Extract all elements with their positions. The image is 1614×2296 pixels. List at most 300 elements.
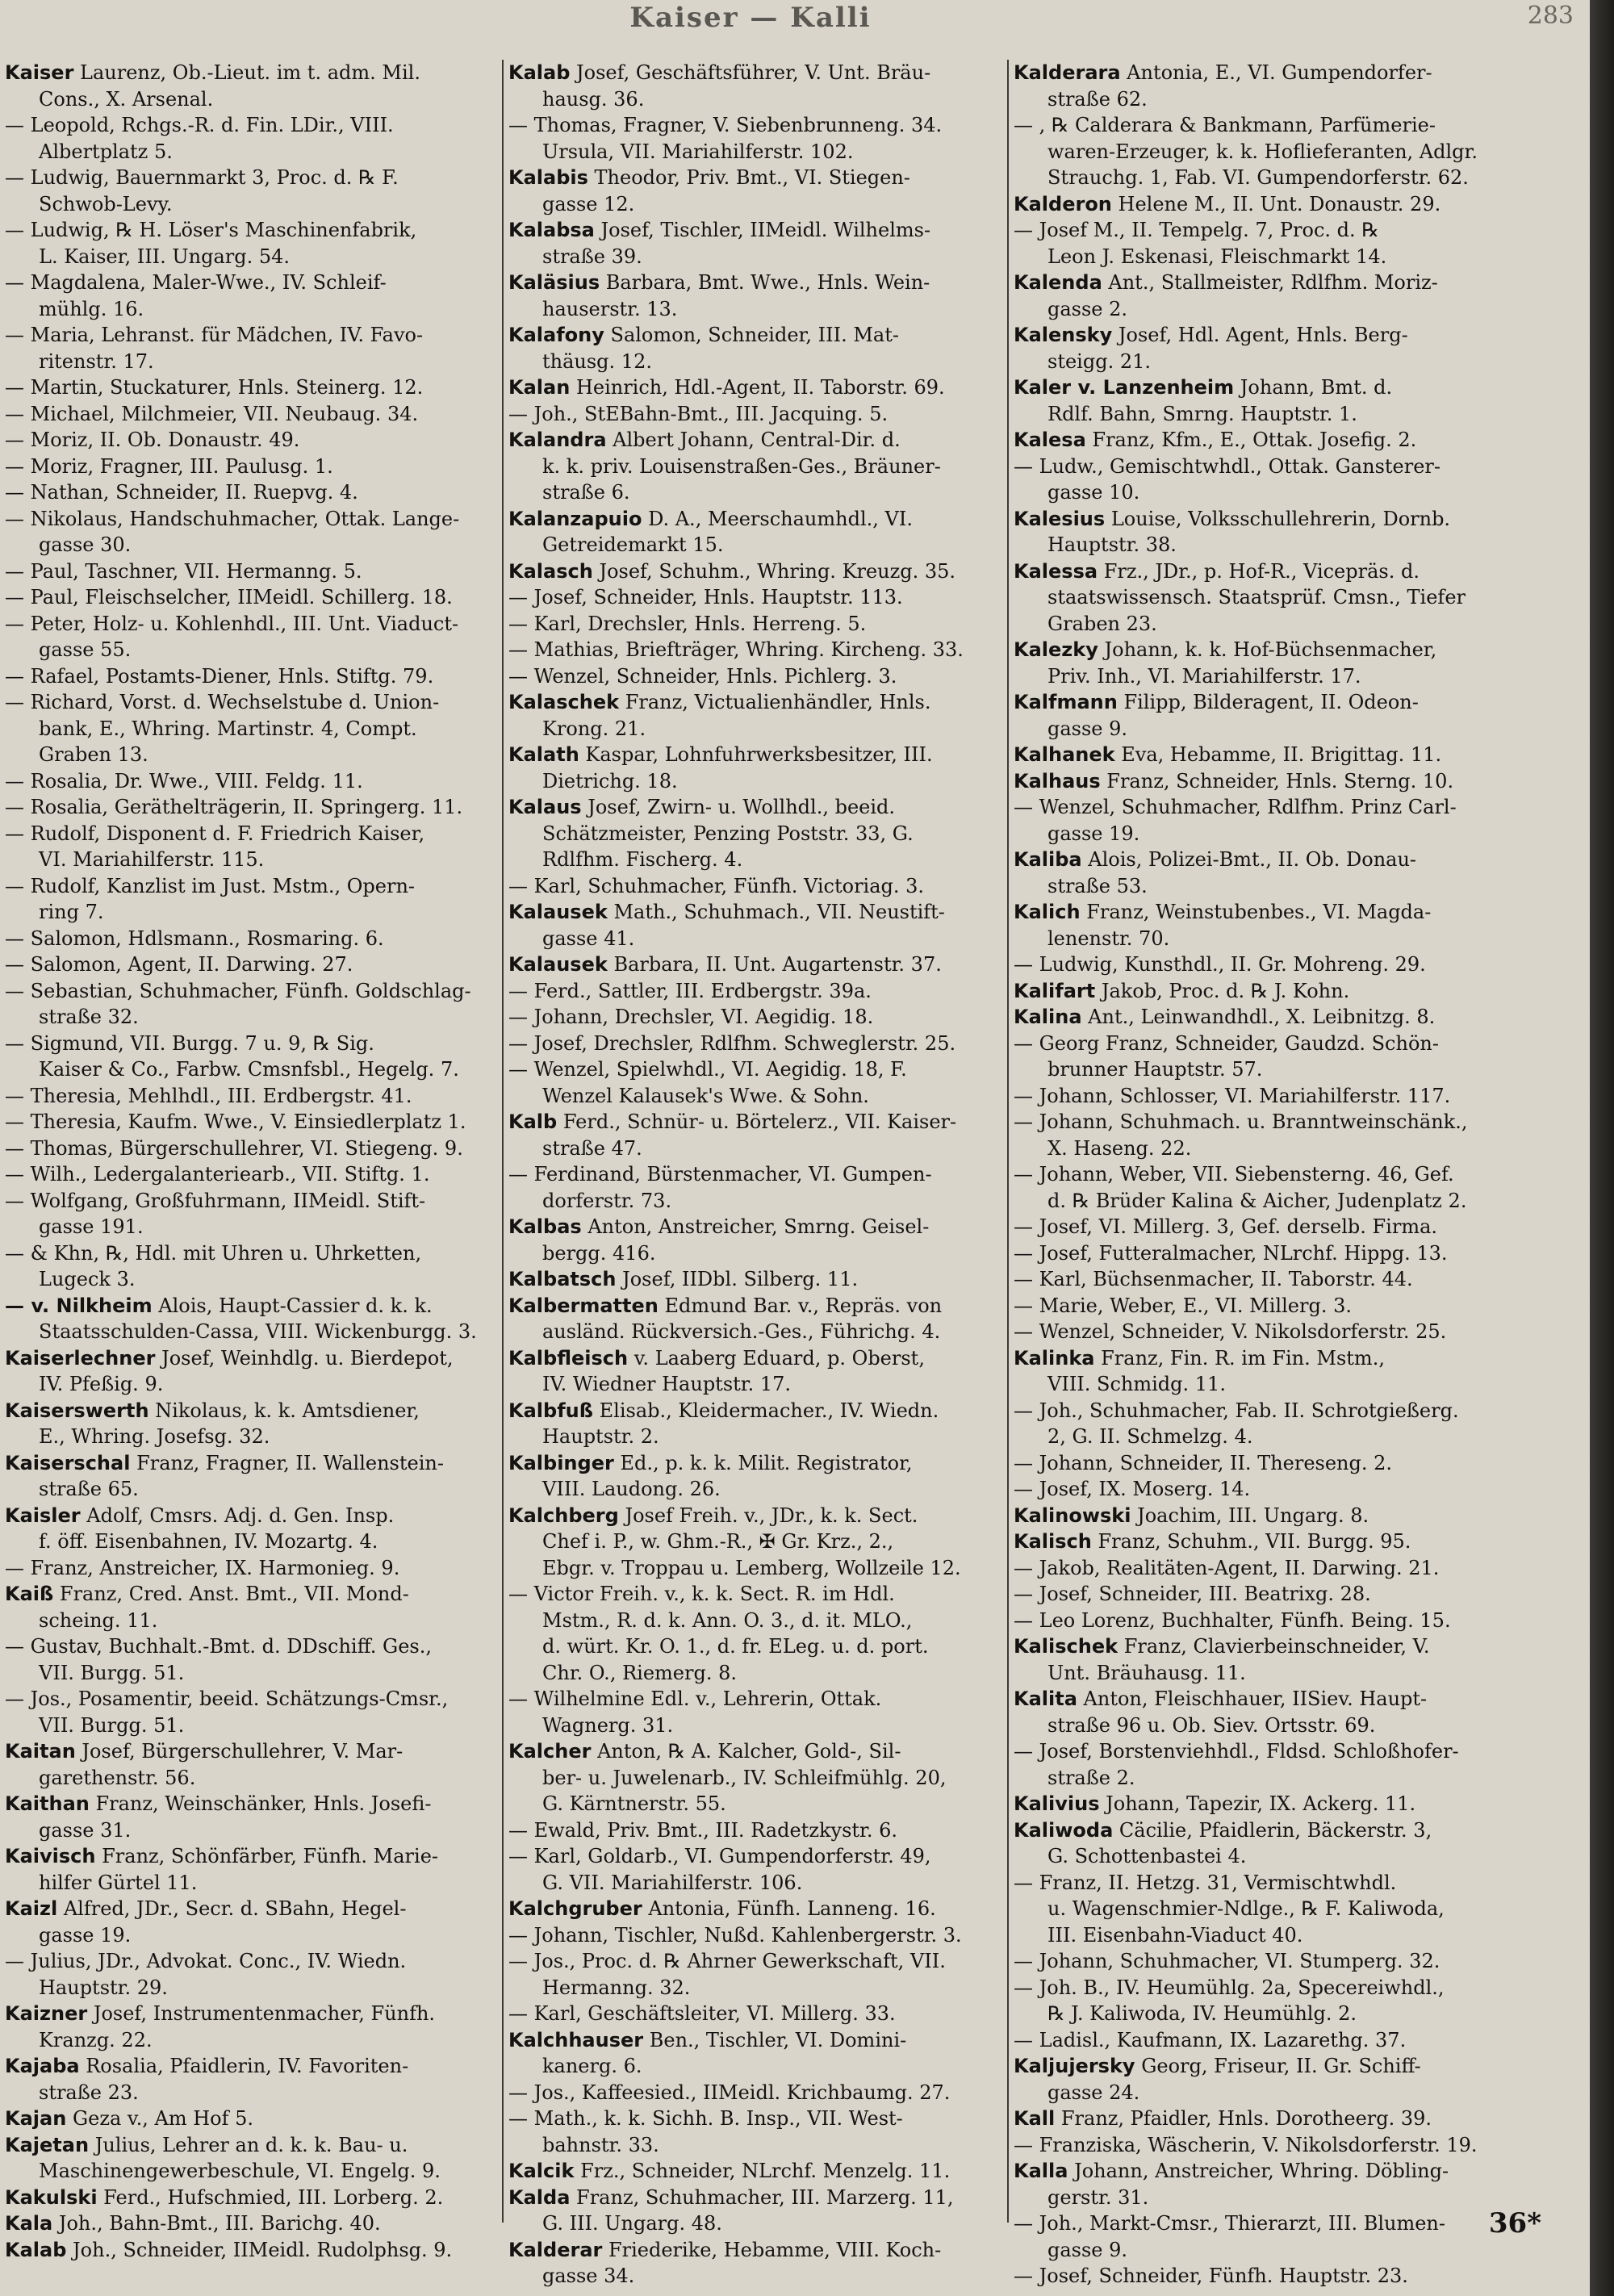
directory-entry-line (508, 847, 999, 873)
directory-entry-line (5, 637, 495, 663)
directory-entry-line (1014, 1240, 1504, 1267)
column-1 (5, 60, 495, 2263)
directory-entry-line (508, 2106, 999, 2132)
entry-text: — Joh. B., IV. Heumühlg. 2a, Specereiwhdl., (1014, 1976, 1445, 1999)
entry-text: Lugeck 3. (39, 1268, 136, 1290)
directory-entry-line (508, 1843, 999, 1870)
surname: Kaiser (5, 61, 74, 84)
directory-entry-line (508, 60, 999, 86)
directory-entry-line (1014, 1031, 1504, 1057)
page-header (0, 0, 1590, 36)
entry-text: Ant., Leinwandhdl., X. Leibnitzg. 8. (1081, 1006, 1436, 1028)
directory-entry-line (508, 978, 999, 1005)
surname: Kaiserlechner (5, 1346, 156, 1370)
entry-text: — Ferd., Sattler, III. Erdbergstr. 39a. (508, 979, 872, 1002)
directory-entry-line (5, 86, 495, 113)
directory-entry-line (5, 1476, 495, 1503)
entry-text: — Johann, Weber, VII. Siebensterng. 46, Gef. (1014, 1163, 1454, 1186)
entry-text: — Rudolf, Kanzlist im Just. Mstm., Opern- (5, 874, 416, 897)
entry-text: — Ludw., Gemischtwhdl., Ottak. Gansterer- (1014, 454, 1440, 478)
directory-entry-line (508, 139, 999, 165)
surname: Kalinka (1014, 1346, 1095, 1370)
entry-text: — , ℞ Calderara & Bankmann, Parfümerie- (1014, 114, 1436, 136)
entry-text: Mstm., R. d. k. Ann. O. 3., d. it. MLO., (542, 1608, 913, 1632)
surname: Kalaschek (508, 691, 620, 713)
entry-text: Jakob, Proc. d. ℞ J. Kohn. (1095, 979, 1350, 1002)
directory-entry-line (5, 1555, 495, 1582)
directory-entry-line (1014, 1660, 1504, 1687)
directory-entry-line (1014, 1398, 1504, 1424)
directory-entry-line (508, 1503, 999, 1529)
directory-entry-line (5, 1031, 495, 1057)
entry-text: — Wolfgang, Großfuhrmann, IIMeidl. Stift- (5, 1189, 426, 1212)
entry-text: Unt. Bräuhausg. 11. (1047, 1661, 1246, 1684)
entry-text: — Nikolaus, Handschuhmacher, Ottak. Lange- (5, 507, 460, 530)
column-divider (1007, 60, 1009, 2223)
entry-text: — Karl, Geschäftsleiter, VI. Millerg. 33. (508, 2002, 896, 2025)
directory-entry-line (5, 506, 495, 533)
directory-entry-line (508, 2237, 999, 2264)
entry-text: Geza v., Am Hof 5. (66, 2107, 254, 2130)
entry-text: — Michael, Milchmeier, VII. Neubaug. 34. (5, 402, 419, 425)
entry-text: — Joh., Schuhmacher, Fab. II. Schrotgießerg. (1014, 1399, 1459, 1422)
surname: Kalbfuß (508, 1399, 593, 1422)
surname: Kalesa (1014, 429, 1086, 451)
directory-entry-line (508, 1371, 999, 1398)
directory-entry-line (5, 322, 495, 349)
directory-entry-line (508, 191, 999, 218)
entry-text: u. Wagenschmier-Ndlge., ℞ F. Kaliwoda, (1047, 1897, 1445, 1920)
entry-text: gasse 9. (1047, 717, 1128, 740)
directory-entry-line (508, 1660, 999, 1687)
entry-text: Ursula, VII. Mariahilferstr. 102. (542, 140, 854, 163)
entry-text: Frz., JDr., p. Hof-R., Vicepräs. d. (1098, 559, 1420, 583)
directory-entry-line (508, 1240, 999, 1267)
directory-entry-line (1014, 1371, 1504, 1398)
directory-entry-line (508, 716, 999, 742)
directory-entry-line (508, 427, 999, 454)
entry-text: — Jos., Kaffeesied., IIMeidl. Krichbaumg. 27. (508, 2081, 951, 2104)
directory-entry-line (508, 2080, 999, 2106)
directory-entry-line (1014, 1870, 1504, 1897)
entry-text: Rdlf. Bahn, Smrng. Hauptstr. 1. (1047, 402, 1357, 425)
entry-text: bank, E., Whring. Martinstr. 4, Compt. (39, 717, 417, 740)
directory-entry-line (508, 270, 999, 296)
surname: Kalchberg (508, 1503, 619, 1527)
directory-entry-line (1014, 2053, 1504, 2080)
directory-entry-line (508, 1713, 999, 1739)
entry-text: — Ewald, Priv. Bmt., III. Radetzkystr. 6. (508, 1818, 898, 1842)
directory-entry-line (1014, 1345, 1504, 1372)
entry-text: — Josef, Schneider, Fünfh. Hauptstr. 23. (1014, 2265, 1408, 2287)
entry-text: Ben., Tischler, VI. Domini- (643, 2028, 907, 2051)
surname: Kalich (1014, 901, 1081, 923)
entry-text: — Maria, Lehranst. für Mädchen, IV. Favo- (5, 324, 424, 346)
entry-text: — Theresia, Mehlhdl., III. Erdbergstr. 41. (5, 1084, 412, 1107)
entry-text: d. würt. Kr. O. 1., d. fr. ELeg. u. d. port. (542, 1635, 929, 1658)
directory-entry-line (5, 401, 495, 428)
entry-text: — Sebastian, Schuhmacher, Fünfh. Goldschlag- (5, 979, 471, 1002)
entry-text: straße 53. (1047, 874, 1148, 897)
entry-text: Helene M., II. Unt. Donaustr. 29. (1111, 192, 1441, 215)
directory-entry-line (1014, 926, 1504, 952)
directory-entry-line (1014, 2185, 1504, 2211)
entry-text: VIII. Laudong. 26. (542, 1478, 721, 1500)
entry-text: waren-Erzeuger, k. k. Hoflieferanten, Adlgr. (1047, 140, 1478, 163)
entry-text: Joachim, III. Ungarg. 8. (1131, 1503, 1369, 1527)
entry-text: Wagnerg. 31. (542, 1713, 674, 1737)
entry-text: Ebgr. v. Troppau u. Lemberg, Wollzeile 12. (542, 1556, 961, 1579)
entry-text: — Josef, VI. Millerg. 3, Gef. derselb. Firma. (1014, 1215, 1438, 1238)
directory-entry-line (1014, 1424, 1504, 1450)
entry-text: Edmund Bar. v., Repräs. von (658, 1294, 943, 1317)
entry-text: gasse 12. (542, 192, 635, 215)
directory-entry-line (1014, 2027, 1504, 2054)
entry-text: — Leopold, Rchgs.-R. d. Fin. LDir., VIII. (5, 114, 394, 136)
entry-text: Ferd., Schnür- u. Börtelerz., VII. Kaiser- (557, 1110, 957, 1133)
entry-text: straße 47. (542, 1136, 642, 1160)
directory-entry-line (508, 401, 999, 428)
directory-entry-line (1014, 1948, 1504, 1975)
entry-text: straße 32. (39, 1006, 139, 1028)
entry-text: Franz, Fragner, II. Wallenstein- (130, 1451, 444, 1474)
entry-text: Joh., Bahn-Bmt., III. Barichg. 40. (52, 2212, 381, 2235)
surname: Kalderar (508, 2238, 603, 2261)
entry-text: — Paul, Taschner, VII. Hermanng. 5. (5, 559, 362, 583)
surname: Kalischek (1014, 1635, 1119, 1658)
entry-text: dorferstr. 73. (542, 1189, 672, 1212)
directory-entry-line (5, 1450, 495, 1477)
directory-entry-line (1014, 716, 1504, 742)
surname: Kaler v. Lanzenheim (1014, 376, 1235, 399)
directory-entry-line (508, 1922, 999, 1949)
directory-entry-line (508, 1870, 999, 1897)
directory-entry-line (5, 1503, 495, 1529)
directory-entry-line (1014, 322, 1504, 349)
surname: Kaisler (5, 1503, 81, 1527)
directory-entry-line (5, 454, 495, 480)
directory-entry-line (5, 1056, 495, 1083)
entry-text: Alois, Haupt-Cassier d. k. k. (152, 1294, 433, 1317)
directory-entry-line (1014, 401, 1504, 428)
directory-entry-line (508, 2027, 999, 2054)
entry-text: gasse 30. (39, 533, 132, 556)
entry-text: — Johann, Schuhmach. u. Branntweinschänk., (1014, 1110, 1468, 1133)
entry-text: — Moriz, II. Ob. Donaustr. 49. (5, 429, 300, 451)
entry-text: Franz, Schuhm., VII. Burgg. 95. (1091, 1530, 1411, 1553)
surname: Kaiserswerth (5, 1399, 149, 1422)
directory-entry-line (1014, 191, 1504, 218)
directory-entry-line (508, 663, 999, 690)
directory-entry-line (1014, 1503, 1504, 1529)
entry-text: straße 2. (1047, 1766, 1135, 1789)
directory-entry-line (1014, 506, 1504, 533)
entry-text: Theodor, Priv. Bmt., VI. Stiegen- (587, 166, 910, 189)
entry-text: Josef, Geschäftsführer, V. Unt. Bräu- (570, 61, 931, 84)
directory-entry-line (5, 1896, 495, 1922)
entry-text: Chr. O., Riemerg. 8. (542, 1661, 737, 1684)
directory-entry-line (5, 1738, 495, 1765)
entry-text: — Johann, Drechsler, VI. Aegidig. 18. (508, 1006, 874, 1028)
entry-text: Frz., Schneider, NLrchf. Menzelg. 11. (574, 2160, 951, 2182)
directory-entry-line (508, 374, 999, 401)
entry-text: Dietrichg. 18. (542, 769, 678, 793)
entry-text: — Karl, Drechsler, Hnls. Herreng. 5. (508, 612, 867, 635)
surname: Kalla (1014, 2160, 1068, 2182)
directory-entry-line (1014, 1266, 1504, 1293)
directory-entry-line (5, 899, 495, 926)
directory-entry-line (5, 1817, 495, 1844)
directory-entry-line (5, 794, 495, 821)
surname: Kalabsa (508, 219, 595, 241)
entry-text: Leon J. Eskenasi, Fleischmarkt 14. (1047, 245, 1387, 268)
surname: Kalafony (508, 324, 604, 346)
directory-entry-line (5, 1345, 495, 1372)
directory-entry-line (5, 1371, 495, 1398)
entry-text: straße 6. (542, 481, 630, 504)
entry-text: IV. Wiedner Hauptstr. 17. (542, 1373, 792, 1395)
directory-entry-line (1014, 1161, 1504, 1188)
entry-text: — Marie, Weber, E., VI. Millerg. 3. (1014, 1294, 1352, 1317)
directory-entry-line (5, 558, 495, 585)
surname: Kaivisch (5, 1845, 96, 1867)
directory-entry-line (1014, 139, 1504, 165)
entry-text: Kaiser & Co., Farbw. Cmsnfsbl., Hegelg. 7. (39, 1058, 459, 1081)
entry-text: Ed., p. k. k. Milit. Registrator, (613, 1451, 913, 1474)
column-2 (508, 60, 999, 2290)
directory-entry-line (1014, 2132, 1504, 2159)
directory-entry-line (5, 139, 495, 165)
entry-text: f. öff. Eisenbahnen, IV. Mozartg. 4. (39, 1530, 378, 1553)
directory-entry-line (508, 2053, 999, 2080)
entry-text: — Wenzel, Schneider, V. Nikolsdorferstr. 25. (1014, 1320, 1447, 1343)
entry-text: — Georg Franz, Schneider, Gaudzd. Schön- (1014, 1031, 1439, 1055)
directory-entry-line (508, 742, 999, 768)
directory-entry-line (1014, 558, 1504, 585)
directory-entry-line (508, 532, 999, 558)
directory-entry-line (508, 1791, 999, 1817)
directory-entry-line (1014, 1608, 1504, 1634)
entry-text: Maschinengewerbeschule, VI. Engelg. 9. (39, 2160, 441, 2182)
entry-text: — Martin, Stuckaturer, Hnls. Steinerg. 12. (5, 376, 424, 399)
entry-text: — Franziska, Wäscherin, V. Nikolsdorferstr. 19. (1014, 2133, 1478, 2156)
surname: Kalcher (508, 1740, 592, 1763)
entry-text: Franz, Weinschänker, Hnls. Josefi- (89, 1792, 432, 1815)
surname: Kalensky (1014, 324, 1113, 346)
entry-text: Josef, Zwirn- u. Wollhdl., beeid. (581, 796, 896, 818)
directory-entry-line (5, 1161, 495, 1188)
entry-text: Franz, Victualienhändler, Hnls. (619, 691, 931, 713)
surname: Kalita (1014, 1687, 1077, 1710)
directory-entry-line (1014, 768, 1504, 795)
entry-text: — Nathan, Schneider, II. Ruepvg. 4. (5, 481, 358, 504)
entry-text: — Leo Lorenz, Buchhalter, Fünfh. Being. 15. (1014, 1608, 1451, 1632)
directory-entry-line (5, 1633, 495, 1660)
directory-entry-line (5, 742, 495, 768)
entry-text: G. VII. Mariahilferstr. 106. (542, 1871, 803, 1894)
entry-text: Franz, Fin. R. im Fin. Mstm., (1094, 1346, 1385, 1370)
directory-entry-line (5, 296, 495, 323)
surname: Kalandra (508, 429, 607, 451)
entry-text: Johann, k. k. Hof-Büchsenmacher, (1098, 638, 1437, 661)
directory-entry-line (5, 1870, 495, 1897)
entry-text: Cons., X. Arsenal. (39, 87, 214, 111)
directory-entry-line (1014, 742, 1504, 768)
entry-text: — Karl, Büchsenmacher, II. Taborstr. 44. (1014, 1268, 1413, 1290)
entry-text: Rosalia, Pfaidlerin, IV. Favoriten- (79, 2055, 409, 2077)
entry-text: — Ferdinand, Bürstenmacher, VI. Gumpen- (508, 1163, 932, 1186)
entry-text: — Johann, Schlosser, VI. Mariahilferstr. 117. (1014, 1084, 1451, 1107)
entry-text: Ant., Stallmeister, Rdlfhm. Moriz- (1102, 271, 1438, 294)
surname: Kaiß (5, 1583, 54, 1605)
entry-text: Joh., Schneider, IIMeidl. Rudolphsg. 9. (66, 2238, 453, 2261)
directory-entry-line (1014, 1686, 1504, 1713)
directory-entry-line (1014, 847, 1504, 873)
entry-text: — Mathias, Briefträger, Whring. Kircheng. 33. (508, 638, 964, 661)
entry-text: Filipp, Bilderagent, II. Odeon- (1117, 691, 1419, 713)
directory-entry-line (508, 926, 999, 952)
directory-entry-line (5, 270, 495, 296)
entry-text: — Ludwig, ℞ H. Löser's Maschinenfabrik, (5, 219, 417, 241)
directory-entry-line (1014, 270, 1504, 296)
directory-entry-line (5, 1135, 495, 1162)
directory-entry-line (508, 1608, 999, 1634)
directory-entry-line (508, 217, 999, 244)
entry-text: — Joh., StEBahn-Bmt., III. Jacquing. 5. (508, 402, 889, 425)
surname: Kaliba (1014, 848, 1082, 871)
entry-text: Staatsschulden-Cassa, VIII. Wickenburgg. 3. (39, 1320, 477, 1343)
directory-entry-line (5, 611, 495, 638)
directory-entry-line (508, 1109, 999, 1135)
surname: Kalbatsch (508, 1268, 617, 1290)
surname: Kaizl (5, 1897, 58, 1920)
directory-entry-line (508, 1345, 999, 1372)
directory-entry-line (1014, 794, 1504, 821)
running-head: Kaiser — Kalli (629, 2, 872, 34)
directory-entry-line (1014, 637, 1504, 663)
surname: Kalderara (1014, 61, 1121, 84)
directory-entry-line (5, 60, 495, 86)
directory-entry-line (1014, 427, 1504, 454)
entry-text: — Josef, IX. Moserg. 14. (1014, 1478, 1251, 1500)
directory-entry-line (508, 1765, 999, 1792)
directory-entry-line (508, 1948, 999, 1975)
surname: Kalan (508, 376, 571, 399)
surname: Kalausek (508, 953, 608, 976)
entry-text: Johann, Anstreicher, Whring. Döbling- (1068, 2160, 1449, 2182)
directory-entry-line (1014, 1817, 1504, 1844)
entry-text: gasse 41. (542, 926, 635, 950)
entry-text: — Thomas, Bürgerschullehrer, VI. Stiegeng. 9. (5, 1136, 463, 1160)
entry-text: brunner Hauptstr. 57. (1047, 1058, 1263, 1081)
directory-entry-line (1014, 1555, 1504, 1582)
surname: Kalanzapuio (508, 507, 642, 530)
surname: Kalderon (1014, 192, 1112, 215)
entry-text: X. Haseng. 22. (1047, 1136, 1192, 1160)
entry-text: — Rosalia, Geräthelträgerin, II. Springerg. 11. (5, 796, 463, 818)
entry-text: scheing. 11. (39, 1608, 158, 1632)
entry-text: gasse 24. (1047, 2081, 1140, 2104)
entry-text: Wenzel Kalausek's Wwe. & Sohn. (542, 1084, 869, 1107)
directory-entry-line (1014, 1791, 1504, 1817)
directory-entry-line (508, 165, 999, 191)
directory-entry-line (5, 1266, 495, 1293)
entry-text: Josef, Weinhdlg. u. Bierdepot, (155, 1346, 454, 1370)
entry-text: Laurenz, Ob.-Lieut. im t. adm. Mil. (73, 61, 420, 84)
directory-entry-line (1014, 349, 1504, 375)
entry-text: straße 23. (39, 2081, 139, 2104)
entry-text: Josef Freih. v., JDr., k. k. Sect. (618, 1503, 918, 1527)
directory-entry-line (1014, 532, 1504, 558)
surname: Kalisch (1014, 1530, 1092, 1553)
entry-text: bahnstr. 33. (542, 2133, 659, 2156)
entry-text: — Rudolf, Disponent d. F. Friedrich Kaiser, (5, 822, 425, 845)
directory-entry-line (508, 1975, 999, 2001)
entry-text: Josef, Hdl. Agent, Hnls. Berg- (1112, 324, 1408, 346)
directory-entry-line (5, 1240, 495, 1267)
directory-entry-line (1014, 899, 1504, 926)
entry-text: — Ladisl., Kaufmann, IX. Lazarethg. 37. (1014, 2028, 1407, 2051)
entry-text: D. A., Meerschaumhdl., VI. (642, 507, 913, 530)
surname: Kalb (508, 1110, 558, 1133)
directory-entry-line (1014, 1843, 1504, 1870)
surname: Kaläsius (508, 271, 600, 294)
entry-text: Ferd., Hufschmied, III. Lorberg. 2. (97, 2185, 444, 2209)
directory-entry-line (5, 217, 495, 244)
directory-entry-line (508, 1896, 999, 1922)
entry-text: gasse 55. (39, 638, 132, 661)
surname: Kalhanek (1014, 743, 1115, 766)
directory-entry-line (508, 296, 999, 323)
surname: Kalbfleisch (508, 1346, 629, 1370)
entry-text: Georg, Friseur, II. Gr. Schiff- (1135, 2055, 1421, 2077)
entry-text: VI. Mariahilferstr. 115. (39, 848, 265, 871)
entry-text: — Theresia, Kaufm. Wwe., V. Einsiedlerplatz 1. (5, 1110, 466, 1133)
surname: Kalesius (1014, 507, 1106, 530)
entry-text: — Rafael, Postamts-Diener, Hnls. Stiftg. 79. (5, 664, 434, 688)
surname: Kalina (1014, 1006, 1082, 1028)
directory-entry-line (508, 1581, 999, 1608)
directory-entry-line (5, 1791, 495, 1817)
entry-text: Hauptstr. 2. (542, 1425, 659, 1448)
directory-entry-line (5, 847, 495, 873)
directory-entry-line (1014, 2001, 1504, 2027)
directory-entry-line (1014, 1633, 1504, 1660)
entry-text: gasse 10. (1047, 481, 1140, 504)
column-divider (502, 60, 504, 2223)
entry-text: — Victor Freih. v., k. k. Sect. R. im Hdl. (508, 1583, 895, 1605)
entry-text: Getreidemarkt 15. (542, 533, 724, 556)
sheet-signature: 36* (1488, 2207, 1541, 2240)
entry-text: — Magdalena, Maler-Wwe., IV. Schleif- (5, 271, 387, 294)
directory-entry-line (5, 2106, 495, 2132)
entry-text: Strauchg. 1, Fab. VI. Gumpendorferstr. 62. (1047, 166, 1469, 189)
entry-text: gasse 191. (39, 1215, 144, 1238)
directory-entry-line (5, 1660, 495, 1687)
entry-text: hausg. 36. (542, 87, 645, 111)
entry-text: Franz, Schneider, Hnls. Sterng. 10. (1100, 769, 1454, 793)
surname: Kajetan (5, 2133, 90, 2156)
entry-text: v. Laaberg Eduard, p. Oberst, (628, 1346, 925, 1370)
surname: Kalabis (508, 166, 588, 189)
directory-entry-line (1014, 1214, 1504, 1240)
directory-entry-line (508, 873, 999, 900)
scan-edge (1590, 0, 1614, 2296)
directory-entry-line (5, 349, 495, 375)
entry-text: — Karl, Goldarb., VI. Gumpendorferstr. 49, (508, 1845, 931, 1867)
entry-text: — Thomas, Fragner, V. Siebenbrunneng. 34. (508, 114, 943, 136)
directory-entry-line (1014, 1975, 1504, 2001)
